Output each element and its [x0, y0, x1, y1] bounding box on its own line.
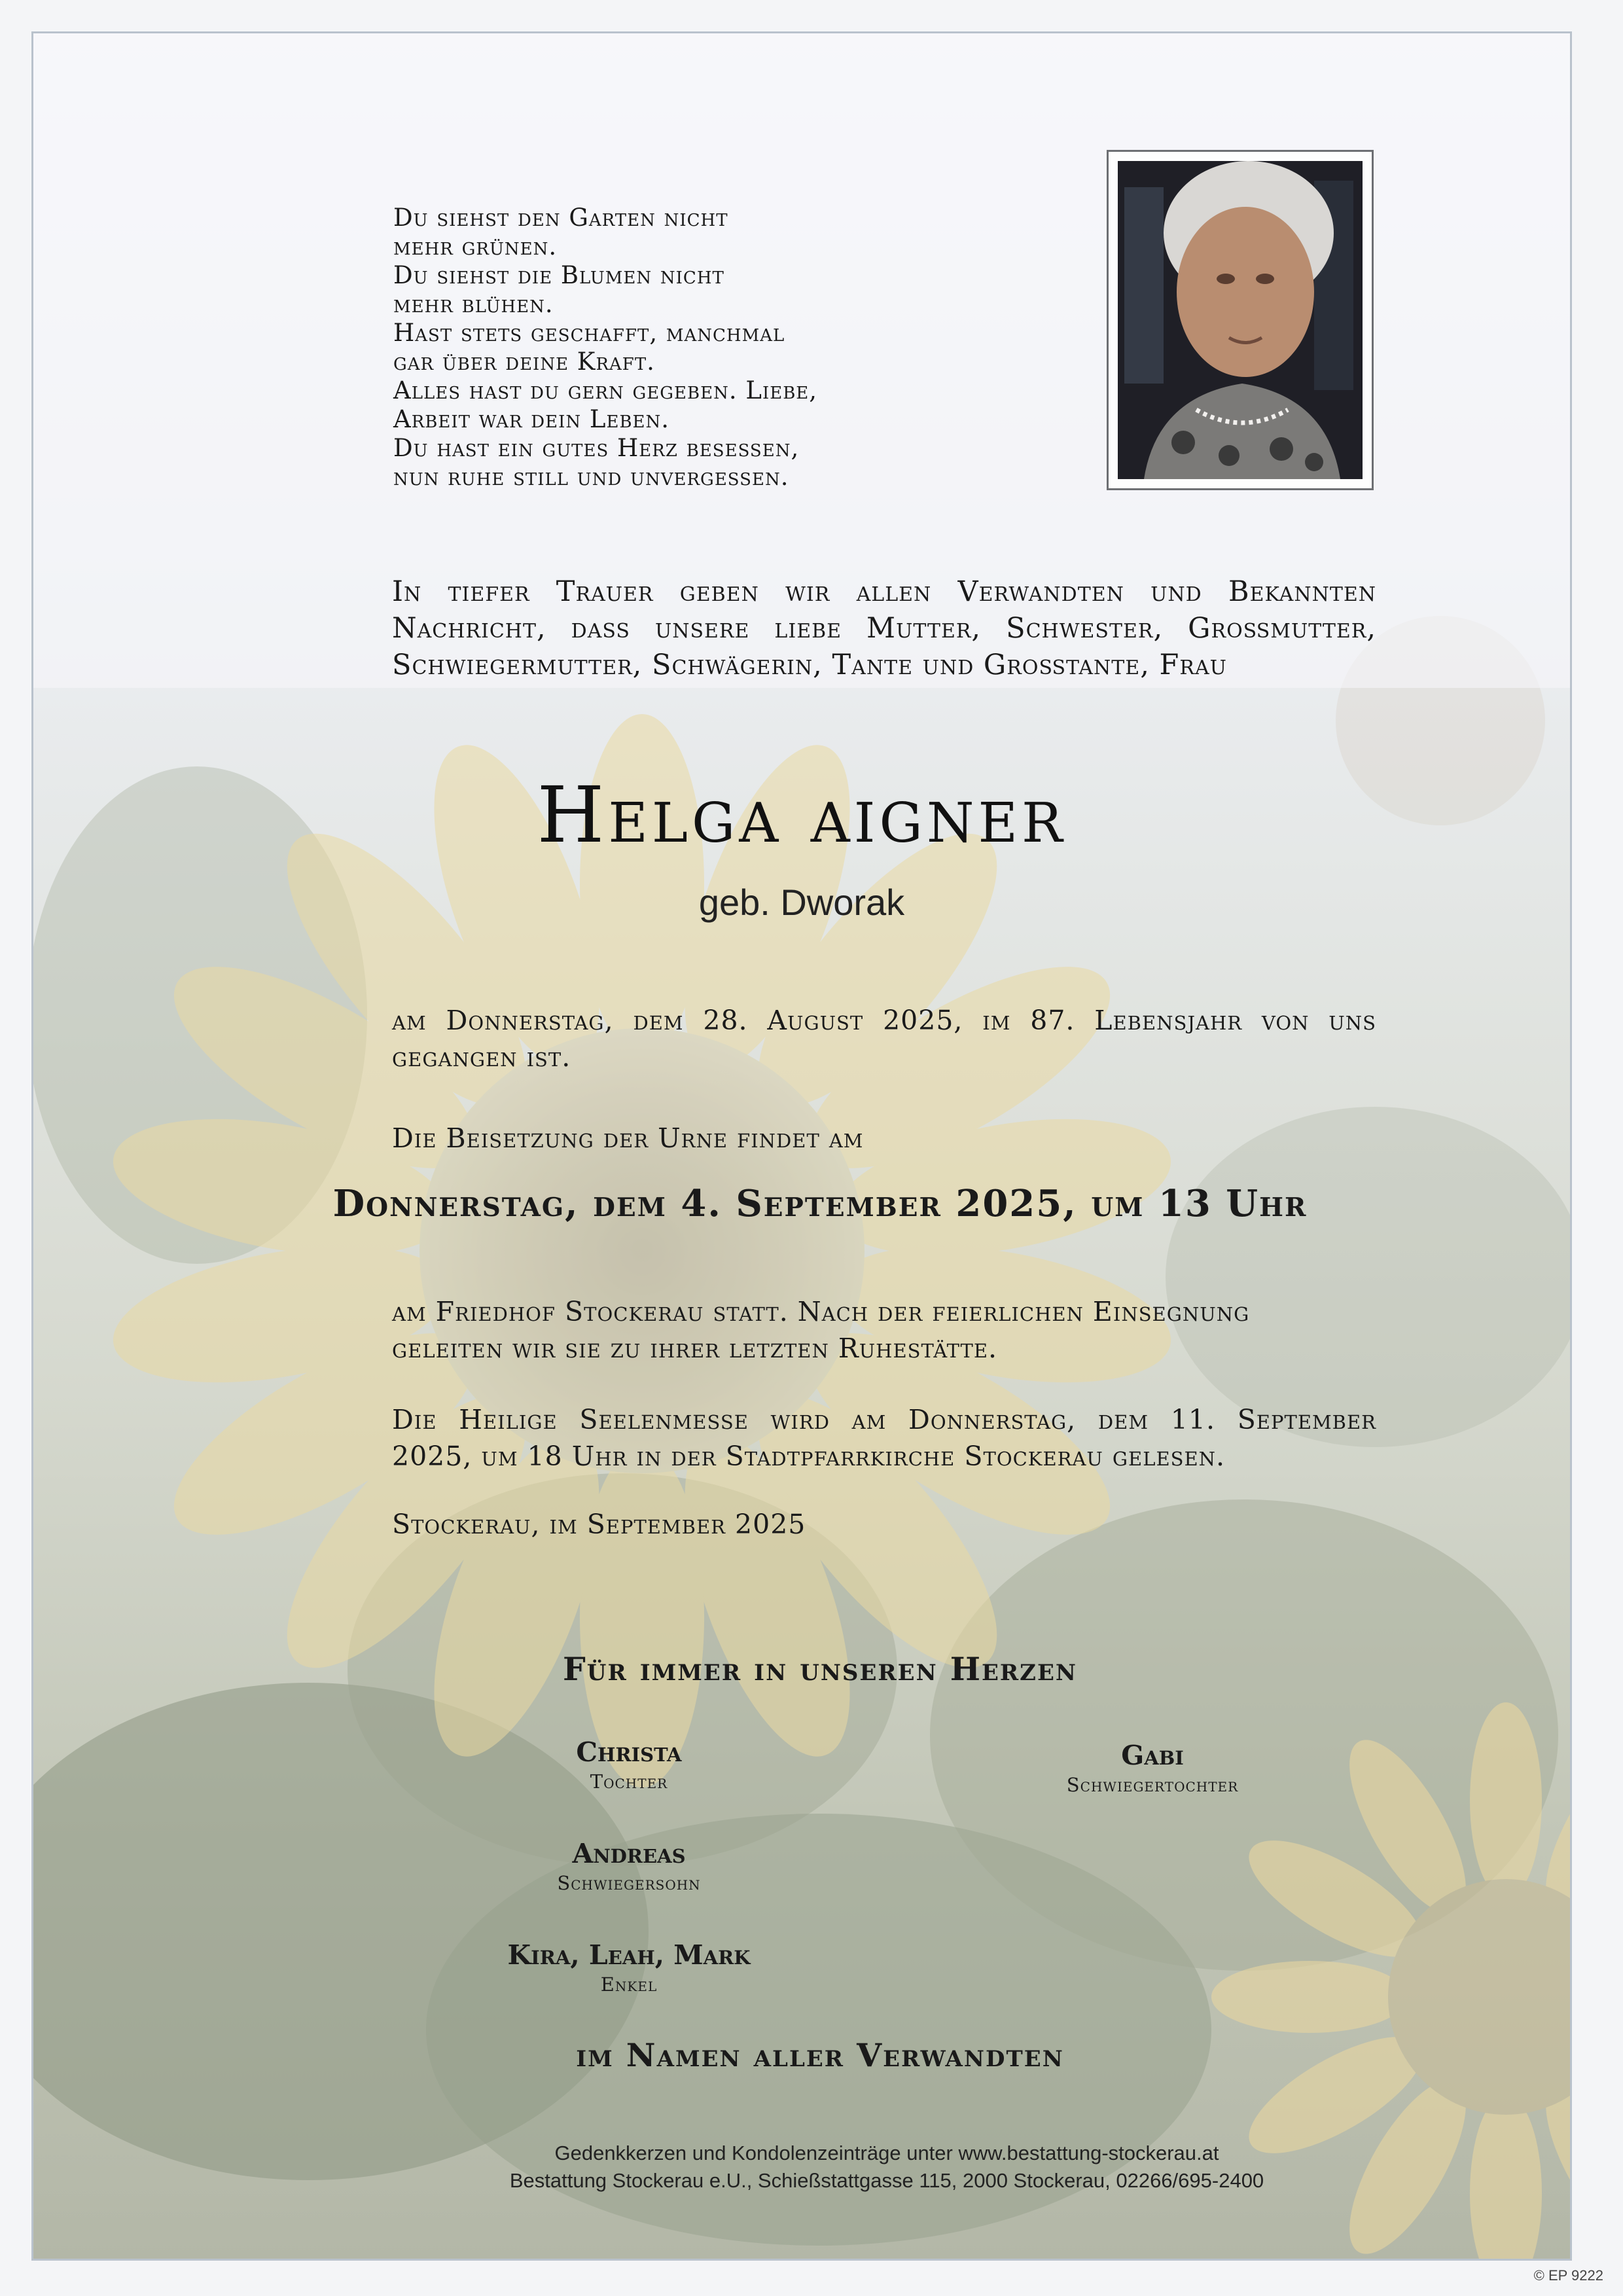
footer-line: Gedenkkerzen und Kondolenzeinträge unter www.bestattung-stockerau.at	[554, 2142, 1219, 2164]
portrait-frame	[1107, 150, 1374, 490]
intro-text	[392, 573, 1376, 683]
portrait-illustration	[1118, 161, 1363, 479]
footer-line: Bestattung Stockerau e.U., Schießstattgasse 115, 2000 Stockerau, 02266/695-2400	[509, 2169, 1264, 2192]
closing-line: im Namen aller Verwandten	[576, 2036, 1064, 2074]
mourner	[446, 1735, 812, 1794]
poem-line: gar über deine Kraft.	[393, 348, 655, 376]
burial-intro-line: Die Beisetzung der Urne findet am	[392, 1122, 864, 1154]
mourner-name: Gabi	[1121, 1740, 1184, 1771]
poem-line: mehr blühen.	[393, 290, 554, 318]
mourner	[446, 1938, 812, 1997]
burial-intro	[392, 1120, 1376, 1157]
mourner-name: Kira, Leah, Mark	[507, 1939, 751, 1971]
poem-line: Hast stets geschafft, manchmal	[393, 319, 785, 347]
poem-line: Du siehst den Garten nicht	[393, 204, 728, 232]
poem-line: Arbeit war dein Leben.	[393, 405, 670, 433]
burial-place	[392, 1293, 1376, 1367]
closing-heading: Für immer in unseren Herzen	[563, 1650, 1077, 1688]
poem-line: nun ruhe still und unvergessen.	[393, 463, 789, 491]
portrait-photo	[1118, 161, 1363, 479]
poem-line: Du siehst die Blumen nicht	[393, 261, 724, 289]
burial-date: Donnerstag, dem 4. September 2025, um 13 Uhr	[332, 1182, 1308, 1225]
parte-frame	[31, 31, 1572, 2261]
place-date	[392, 1506, 1376, 1543]
mourner	[446, 1837, 812, 1895]
death-notice	[392, 1002, 1376, 1075]
death-notice-line: gegangen ist.	[392, 1041, 571, 1073]
burial-place-line: am Friedhof Stockerau statt. Nach der feierlichen Einsegnung	[392, 1296, 1250, 1327]
mass-line: 2025, um 18 Uhr in der Stadtpfarrkirche Stockerau gelesen.	[392, 1441, 1226, 1472]
mourner-relation: Enkel	[600, 1973, 658, 1996]
place-date-line: Stockerau, im September 2025	[392, 1509, 806, 1540]
intro-line: Schwiegermutter, Schwägerin, Tante und Großtante, Frau	[392, 649, 1227, 681]
poem	[393, 204, 917, 492]
maiden-name: geb. Dworak	[698, 882, 905, 923]
death-notice-line: am Donnerstag, dem 28. August 2025, im 87. Lebensjahr von uns	[392, 1005, 1376, 1036]
mass-line: Die Heilige Seelenmesse wird am Donnerstag, dem 11. September	[392, 1404, 1376, 1435]
burial-place-line: geleiten wir sie zu ihrer letzten Ruhestätte.	[392, 1333, 998, 1364]
intro-line: In tiefer Trauer geben wir allen Verwandten und Bekannten	[392, 575, 1376, 608]
intro-line: Nachricht, dass unsere liebe Mutter, Schwester, Großmutter,	[392, 612, 1376, 645]
mourner-relation: Schwiegertochter	[1066, 1774, 1239, 1796]
mourner-name: Andreas	[572, 1838, 686, 1869]
mass-notice	[392, 1401, 1376, 1475]
deceased-name: Helga aigner	[537, 770, 1067, 860]
poem-line: mehr grünen.	[393, 232, 558, 260]
mourner-name: Christa	[576, 1736, 682, 1768]
poem-line: Du hast ein gutes Herz besessen,	[393, 434, 800, 462]
poem-line: Alles hast du gern gegeben. Liebe,	[393, 376, 818, 404]
footer	[33, 2140, 1570, 2195]
template-code: © EP 9222	[1533, 2267, 1603, 2284]
mourner-relation: Tochter	[590, 1770, 668, 1793]
mourner-relation: Schwiegersohn	[557, 1872, 701, 1894]
mourner	[969, 1738, 1336, 1797]
